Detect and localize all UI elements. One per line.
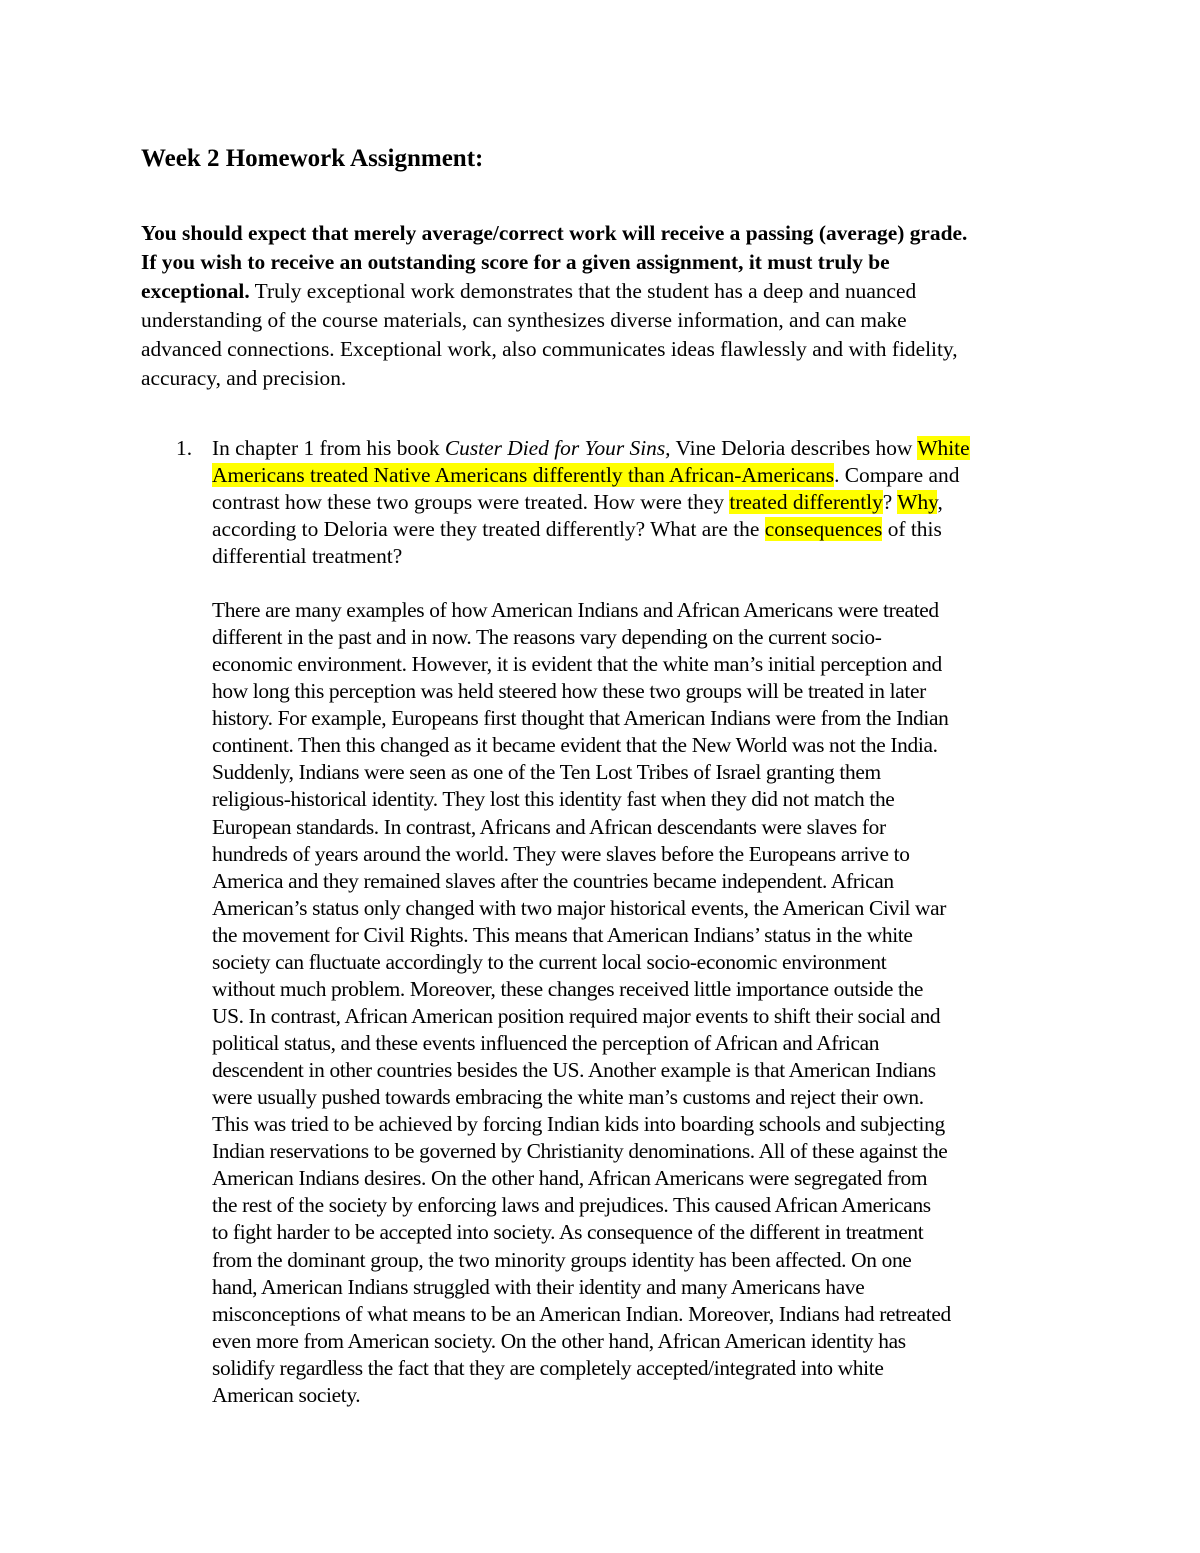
answer-paragraph [212,597,1082,1409]
answer-line: American Indians desires. On the other hand, African Americans were segregated from [212,1166,928,1191]
answer-line: continent. Then this changed as it became evident that the New World was not the India. [212,733,938,758]
answer-line: economic environment. However, it is evident that the white man’s initial perception and [212,652,942,677]
question-line: differential treatment? [212,544,403,568]
answer-line: solidify regardless the fact that they are completely accepted/integrated into white [212,1355,884,1380]
question-line [212,435,1072,462]
instruction-line: You should expect that merely average/correct work will receive a passing (average) grade. [141,221,968,245]
question-line [212,516,1072,543]
question-text-run: according to Deloria were they treated differently? What are the [212,517,765,541]
answer-line: how long this perception was held steered how these two groups will be treated in later [212,679,926,704]
answer-line: misconceptions of what means to be an American Indian. Moreover, Indians had retreated [212,1301,951,1326]
instruction-line: accuracy, and precision. [141,366,347,390]
answer-line: US. In contrast, African American position required major events to shift their social and [212,1003,941,1028]
highlighted-text: consequences [764,517,883,541]
page-title: Week 2 Homework Assignment: [141,145,484,172]
answer-line: Indian reservations to be governed by Christianity denominations. All of these against the [212,1139,948,1164]
question-line [212,462,1072,489]
question-text-run: . Compare and [834,463,960,487]
answer-line: There are many examples of how American Indians and African Americans were treated [212,598,939,622]
grading-instructions [141,219,1071,393]
answer-line: were usually pushed towards embracing the white man’s customs and reject their own. [212,1085,924,1110]
question-text-run: ? [882,490,898,514]
answer-line: This was tried to be achieved by forcing Indian kids into boarding schools and subjecting [212,1112,945,1137]
question-line [212,489,1072,516]
answer-line: Suddenly, Indians were seen as one of the Ten Lost Tribes of Israel granting them [212,760,881,785]
answer-line: different in the past and in now. The reasons vary depending on the current socio- [212,625,882,650]
answer-line: American society. [212,1382,361,1407]
answer-line: hand, American Indians struggled with their identity and many Americans have [212,1274,865,1299]
question-number: 1. [176,436,193,460]
instruction-line: understanding of the course materials, can synthesizes diverse information, and can make [141,308,907,332]
answer-line: hundreds of years around the world. They were slaves before the Europeans arrive to [212,841,910,866]
instruction-emphasis: exceptional. [141,279,250,303]
highlighted-text: treated differently [729,490,883,514]
highlighted-text: Why [897,490,938,514]
answer-line: America and they remained slaves after the countries became independent. African [212,868,894,893]
answer-line: the movement for Civil Rights. This means that American Indians’ status in the white [212,922,913,947]
answer-line: religious-historical identity. They lost this identity fast when they did not match the [212,787,895,812]
answer-line: even more from American society. On the other hand, African American identity has [212,1328,906,1353]
question-text-run: contrast how these two groups were treated. How were they [212,490,730,514]
instruction-line: If you wish to receive an outstanding score for a given assignment, it must truly be [141,250,890,274]
answer-line: without much problem. Moreover, these changes received little importance outside the [212,976,924,1001]
answer-line: European standards. In contrast, Africans and African descendants were slaves for [212,814,886,839]
instruction-line: advanced connections. Exceptional work, also communicates ideas flawlessly and with fidelity, [141,337,958,361]
answer-line: American’s status only changed with two major historical events, the American Civil war [212,895,947,920]
book-title: Custer Died for Your Sins, [444,436,671,460]
answer-line: descendent in other countries besides the US. Another example is that American Indians [212,1058,936,1083]
answer-line: to fight harder to be accepted into society. As consequence of the different in treatment [212,1220,924,1245]
answer-line: political status, and these events influenced the perception of African and African [212,1031,880,1055]
question-text-run: Vine Deloria describes how [670,436,918,460]
question-text-run: In chapter 1 from his book [212,436,445,460]
question-text-run: of this [882,517,942,541]
question-text [212,435,1072,570]
highlighted-text: Americans treated Native Americans differently than African-Americans [212,463,835,487]
instruction-text: Truly exceptional work demonstrates that the student has a deep and nuanced [249,279,917,303]
instruction-line [141,277,1071,306]
answer-line: history. For example, Europeans first thought that American Indians were from the Indian [212,706,949,731]
answer-line: society can fluctuate accordingly to the current local socio-economic environment [212,949,887,974]
question-text-run: , [937,490,943,514]
answer-line: the rest of the society by enforcing laws and prejudices. This caused African Americans [212,1193,931,1218]
highlighted-text: White [917,436,970,460]
answer-line: from the dominant group, the two minority groups identity has been affected. On one [212,1247,912,1272]
